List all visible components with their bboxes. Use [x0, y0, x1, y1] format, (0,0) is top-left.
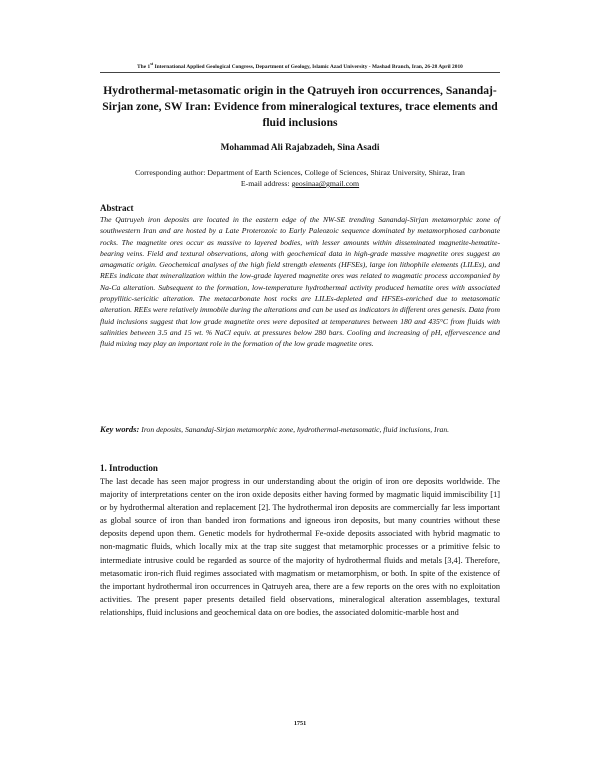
page-number: 1751: [293, 720, 307, 727]
keywords-text: Iron deposits, Sanandaj-Sirjan metamorphic zone, hydrothermal-metasomatic, fluid inclusions, Iran.: [139, 425, 450, 434]
authors: Mohammad Ali Rajabzadeh, Sina Asadi: [220, 143, 380, 153]
running-head: The 1st International Applied Geological Congress, Department of Geology, Islamic Azad University - Mashad Branch, Iran, 26-28 April 2010: [137, 61, 463, 70]
email-link[interactable]: geosinaa@gmail.com: [291, 179, 360, 188]
keywords-label: Key words:: [100, 424, 140, 434]
introduction-heading: 1. Introduction: [100, 463, 158, 473]
email-label: E-mail address:: [240, 179, 292, 188]
header-rule: [100, 72, 500, 73]
email-line: [100, 178, 500, 189]
affiliation-block: [100, 167, 500, 189]
introduction-text: The last decade has seen major progress in our understanding about the origin of iron ore deposits worldwide. The majority of interpretations center on the iron oxide deposits either having formed by magmatic liquid immiscibility [1] or by hydrothermal alteration and replacement [2]. The hydrothermal iron deposits are commercially far less important as global source of iron than banded iron formations and igneous iron deposits, but many countries without these deposits depend upon them. Genetic models for hydrothermal Fe-oxide deposits associated with hybrid magmatic to non-magmatic fluids, which locally mix at the trap site suggest that metamorphic processes or a primitive felsic to intermediate intrusive could be regarded as source of the majority of hydrothermal fluids and metals [3,4]. Therefore, metasomatic iron-rich fluid regimes associated with magmatism or metamorphism, or both. In spite of the existence of the important hydrothermal iron occurrences in Qatruyeh area, there are a few reports on the ores with no exploitation activities. The present paper presents detailed field observations, mineralogical alteration assemblages, textural relationships, fluid inclusions and geochemical data on ore bodies, the associated dolomitic-marble host and: [100, 477, 500, 617]
abstract-heading: Abstract: [100, 203, 134, 213]
abstract-text: The Qatruyeh iron deposits are located in the eastern edge of the NW-SE trending Sanandaj-Sirjan metamorphic zone of southwestern Iran and are hosted by a Late Proterozoic to Early Paleozoic sequence dominated by metamorphosed carbonate rocks. The magnetite ores occur as massive to layered bodies, with lesser amounts within disseminated magnetite-hematite-bearing veins. Field and textural observations, along with geochemical data in high-grade massive magnetite ores suggest an amagmatic origin. Geochemical analyses of the high field strength elements (HFSEs), large ion lithophile elements (LILEs), and REEs indicate that mineralization within the low-grade layered magnetite ores was related to magmatic process accompanied by Na-Ca alteration. Subsequent to the formation, low-temperature hydrothermal activity produced hematite ores with associated propyllitic-sericitic alteration. The metacarbonate host rocks are LILEs-depleted and HFSEs-enriched due to metasomatic alteration. REEs were relatively immobile during the alterations and can be used as indicators in different ores genesis. Data from fluid inclusions suggest that low grade magnetite ores were deposited at temperatures between 180 and 435°C from fluids with salinities between 3.5 and 15 wt. % NaCl equiv. at pressures below 280 bars. Cooling and increasing of pH, effervescence and fluid mixing may play an important role in the formation of the low grade magnetite ores.: [100, 215, 500, 349]
keywords: [100, 424, 500, 435]
ordinal-suffix: st: [150, 61, 154, 66]
paper-title: Hydrothermal-metasomatic origin in the Qatruyeh iron occurrences, Sanandaj-Sirjan zone, SW Iran: Evidence from mineralogical textures, trace elements and fluid inclusions: [102, 84, 498, 129]
affiliation: Corresponding author: Department of Earth Sciences, College of Sciences, Shiraz University, Shiraz, Iran: [135, 168, 465, 177]
